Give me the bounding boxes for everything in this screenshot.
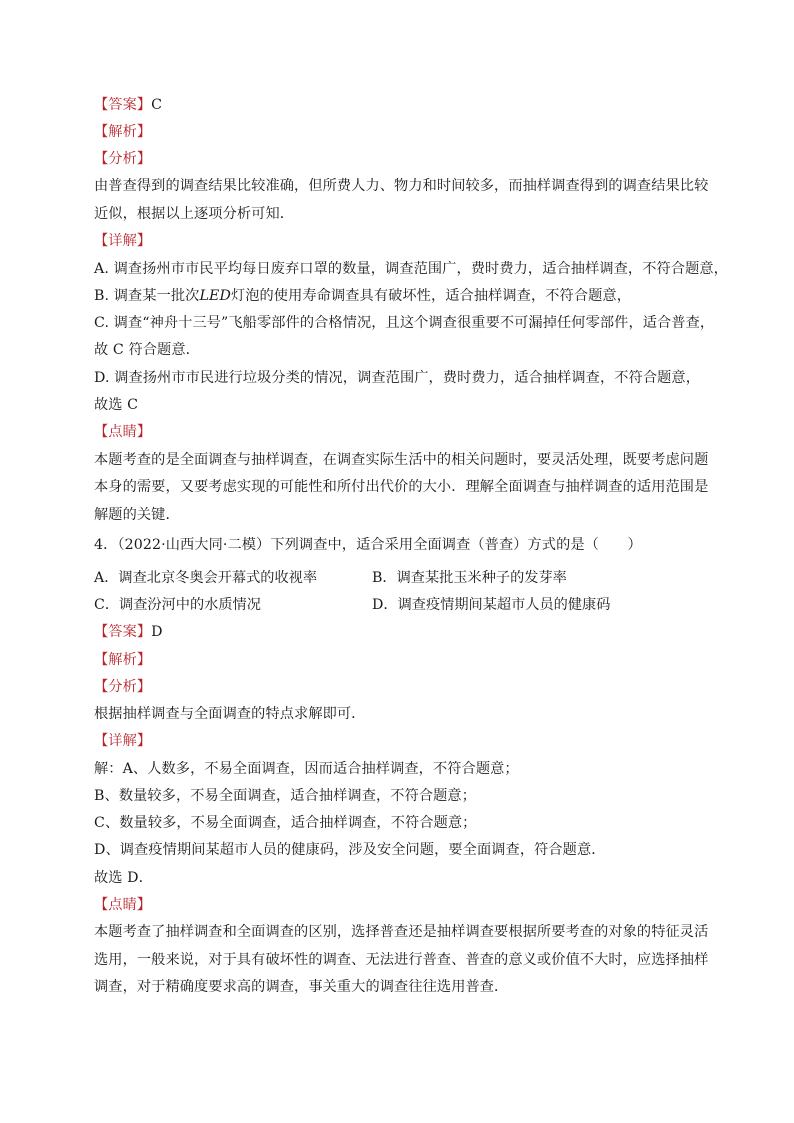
q3-fenxi-line-2: 近似，根据以上逐项分析可知． (94, 206, 295, 222)
answer-tag: 【答案】 (94, 624, 152, 640)
q4-option-b: B．调查某批玉米种子的发芽率 (372, 570, 567, 586)
q4-xiangjie-line-3: C、数量较多，不易全面调查，适合抽样调查，不符合题意； (94, 815, 477, 831)
q4-option-d: D．调查疫情期间某超市人员的健康码 (372, 597, 611, 613)
q4-dianjing-tag: 【点睛】 (94, 897, 152, 913)
q3-dianjing-line-3: 解题的关键． (94, 507, 180, 523)
q4-xiangjie-line-1: 解：A、人数多，不易全面调查，因而适合抽样调查，不符合题意； (94, 761, 519, 777)
q3-option-b-analysis (94, 286, 714, 306)
q3-option-c-analysis-1: C. 调查“神舟十三号”飞船零部件的合格情况，且这个调查很重要不可漏掉任何零部件，适合普查， (94, 315, 715, 331)
q4-dianjing-line-1: 本题考查了抽样调查和全面调查的区别，选择普查还是抽样调查要根据所要考查的对象的特征灵活 (94, 924, 709, 940)
q4-answer-line (94, 622, 714, 642)
answer-tag: 【答案】 (94, 97, 152, 113)
q3-answer-line (94, 95, 714, 115)
q3-option-c-analysis-2: 故 C 符合题意． (94, 342, 200, 358)
q3-fenxi-line-1: 由普查得到的调查结果比较准确，但所费人力、物力和时间较多，而抽样调查得到的调查结果比较 (94, 178, 709, 194)
q4-option-a: A．调查北京冬奥会开幕式的收视率 (94, 570, 318, 586)
q3-dianjing-tag: 【点睛】 (94, 424, 152, 440)
q4-option-c: C．调查汾河中的水质情况 (94, 597, 261, 613)
q4-stem: 4．（2022·山西大同·二模）下列调查中，适合采用全面调查（普查）方式的是（ ） (94, 537, 642, 553)
b-line-pre: B. 调查某一批次 (94, 288, 200, 304)
q3-jiexi-tag: 【解析】 (94, 124, 152, 140)
q4-fenxi-line: 根据抽样调查与全面调查的特点求解即可． (94, 706, 366, 722)
q3-conclusion: 故选 C (94, 397, 139, 413)
q4-xiangjie-line-4: D、调查疫情期间某超市人员的健康码，涉及安全问题，要全面调查，符合题意． (94, 842, 606, 858)
q3-option-a-analysis: A. 调查扬州市市民平均每日废弃口罩的数量，调查范围广，费时费力，适合抽样调查，不符合题意， (94, 261, 728, 277)
q4-jiexi-tag: 【解析】 (94, 652, 152, 668)
q4-dianjing-line-2: 选用，一般来说，对于具有破坏性的调查、无法进行普查、普查的意义或价值不大时，应选择抽样 (94, 952, 709, 968)
q3-dianjing-line-2: 本身的需要，又要考虑实现的可能性和所付出代价的大小．理解全面调查与抽样调查的适用范围是 (94, 479, 709, 495)
b-line-led: LED (199, 288, 231, 304)
q4-xiangjie-line-2: B、数量较多，不易全面调查，适合抽样调查，不符合题意； (94, 788, 477, 804)
answer-value: D (151, 624, 163, 640)
q4-conclusion: 故选 D． (94, 870, 153, 886)
q4-dianjing-line-3: 调查，对于精确度要求高的调查，事关重大的调查往往选用普查． (94, 979, 509, 995)
q3-xiangjie-tag: 【详解】 (94, 233, 152, 249)
q3-dianjing-line-1: 本题考查的是全面调查与抽样调查，在调查实际生活中的相关问题时，要灵活处理，既要考虑问题 (94, 452, 709, 468)
b-line-post: 灯泡的使用寿命调查具有破坏性，适合抽样调查，不符合题意， (230, 288, 631, 304)
answer-value: C (151, 97, 163, 113)
q4-fenxi-tag: 【分析】 (94, 679, 152, 695)
q3-option-d-analysis-1: D. 调查扬州市市民进行垃圾分类的情况，调查范围广，费时费力，适合抽样调查，不符合题意， (94, 370, 700, 386)
q3-fenxi-tag: 【分析】 (94, 151, 152, 167)
q4-xiangjie-tag: 【详解】 (94, 733, 152, 749)
